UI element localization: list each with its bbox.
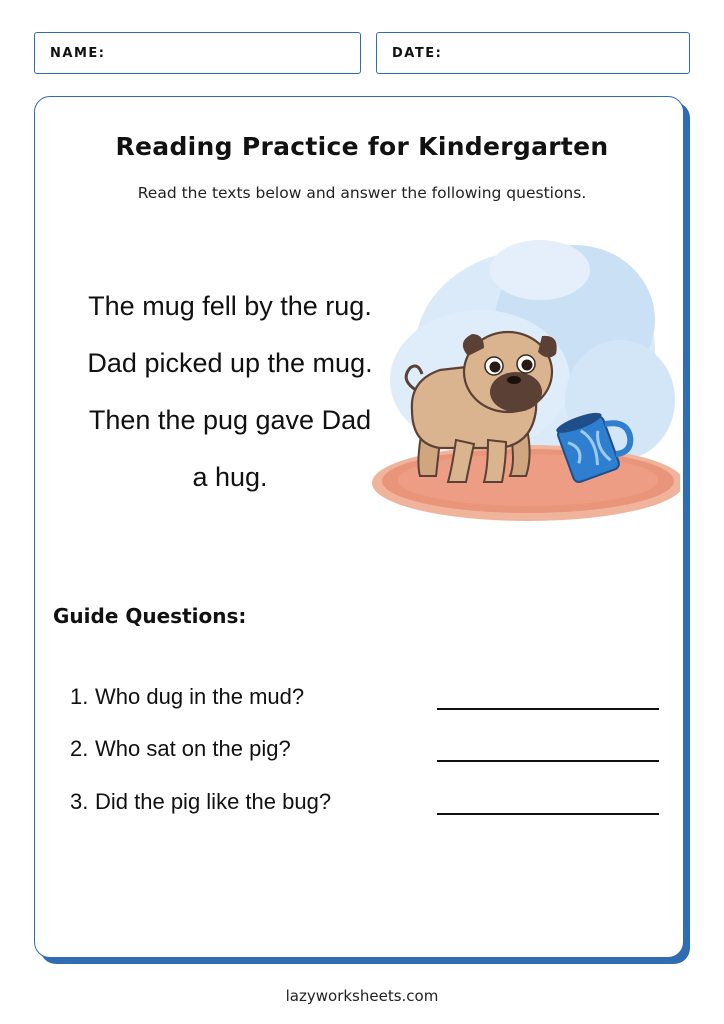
worksheet-title: Reading Practice for Kindergarten <box>115 132 609 161</box>
question-item <box>70 736 670 766</box>
answer-blank[interactable] <box>437 708 659 710</box>
story-line: a hug. <box>192 462 268 492</box>
question-number: 3. <box>70 789 89 814</box>
date-field[interactable] <box>376 32 690 74</box>
answer-blank[interactable] <box>437 813 659 815</box>
answer-blank[interactable] <box>437 760 659 762</box>
name-field[interactable] <box>34 32 361 74</box>
story-line: Then the pug gave Dad <box>88 405 372 435</box>
date-label: DATE: <box>392 45 443 61</box>
worksheet-instructions: Read the texts below and answer the following questions. <box>137 184 587 202</box>
question-number: 1. <box>70 684 89 709</box>
name-label: NAME: <box>50 45 106 61</box>
question-text: Did the pig like the bug? <box>95 789 332 814</box>
question-number: 2. <box>70 736 89 761</box>
question-text: Who sat on the pig? <box>95 736 291 761</box>
story-line: The mug fell by the rug. <box>88 291 372 321</box>
question-text: Who dug in the mud? <box>95 684 305 709</box>
question-item <box>70 684 670 714</box>
footer-site: lazyworksheets.com <box>285 987 439 1005</box>
question-item <box>70 789 670 819</box>
pug-on-rug-with-mug-icon <box>360 230 680 530</box>
story-line: Dad picked up the mug. <box>87 348 373 378</box>
guide-questions-heading: Guide Questions: <box>53 604 247 628</box>
